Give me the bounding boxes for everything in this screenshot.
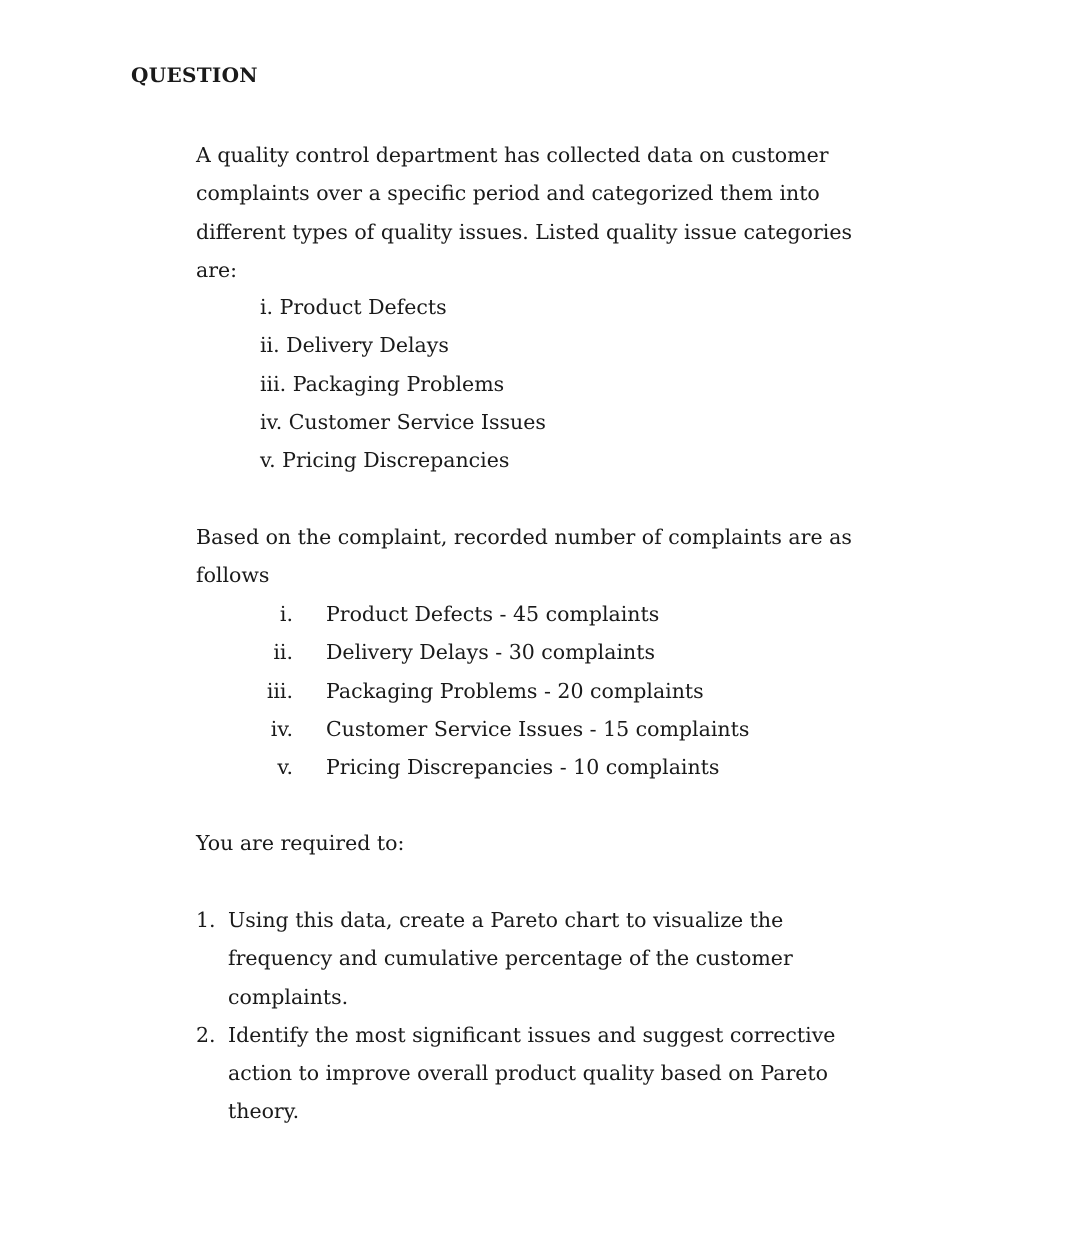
task-text: Identify the most significant issues and suggest corrective action to improve overall product quality based on Pareto theory.	[228, 1022, 836, 1124]
intro-paragraph: A quality control department has collected data on customer complaints over a specific period and categorized them into different types of quality issues. Listed quality issue categories are:	[196, 143, 852, 282]
complaints-intro-paragraph: Based on the complaint, recorded number of complaints are as follows	[196, 525, 852, 588]
task-list	[196, 901, 876, 1131]
task-item	[196, 901, 876, 1016]
complaint-text: Delivery Delays - 30 complaints	[326, 640, 655, 665]
category-item: iii. Packaging Problems	[260, 371, 505, 396]
task-number: 1.	[196, 908, 216, 932]
category-item: i. Product Defects	[260, 295, 447, 319]
category-item: ii. Delivery Delays	[260, 333, 449, 358]
complaint-numeral: i.	[279, 602, 293, 626]
complaint-numeral: ii.	[273, 640, 293, 665]
complaint-count-list	[258, 595, 749, 786]
complaint-numeral: v.	[277, 755, 293, 780]
category-item: v. Pricing Discrepancies	[260, 448, 510, 473]
category-list	[260, 288, 546, 479]
complaint-numeral: iii.	[266, 678, 293, 703]
complaint-text: Pricing Discrepancies - 10 complaints	[326, 755, 720, 780]
task-number: 2.	[196, 1022, 216, 1047]
required-label: You are required to:	[196, 831, 405, 855]
category-item: iv. Customer Service Issues	[260, 409, 546, 434]
complaint-numeral: iv.	[270, 716, 293, 741]
complaint-text: Customer Service Issues - 15 complaints	[326, 716, 750, 741]
complaint-text: Packaging Problems - 20 complaints	[326, 678, 704, 703]
complaint-item	[258, 672, 749, 710]
task-item	[196, 1016, 876, 1131]
complaint-text: Product Defects - 45 complaints	[326, 602, 660, 626]
complaint-item	[258, 748, 749, 786]
task-text: Using this data, create a Pareto chart to visualize the frequency and cumulative percentage of the customer complaints.	[228, 908, 793, 1009]
complaint-item	[258, 595, 749, 633]
complaint-item	[258, 710, 749, 748]
complaint-item	[258, 633, 749, 671]
question-heading: QUESTION	[131, 63, 258, 87]
